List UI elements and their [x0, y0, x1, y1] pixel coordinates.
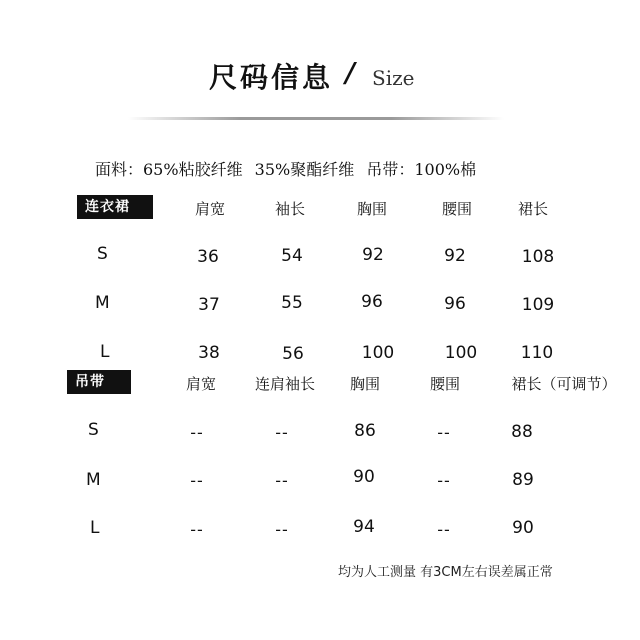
strap-row-s-shoulder: -- [190, 423, 204, 442]
strap-badge: 吊带 [67, 370, 131, 394]
strap-row-s-waist: -- [437, 423, 451, 442]
strap-row-s-sleeve: -- [275, 423, 289, 442]
strap-row-m-length: 89 [512, 470, 534, 490]
title-slash: / [345, 58, 355, 89]
dress-badge: 连衣裙 [77, 195, 153, 219]
page-subtitle: Size [372, 66, 415, 90]
dress-row-m-shoulder: 37 [198, 295, 220, 315]
strap-row-l-chest: 94 [353, 517, 375, 537]
material-fabric: 面料：65%粘胶纤维 [95, 160, 243, 179]
strap-row-s-size: S [88, 420, 99, 440]
dress-header-length: 裙长 [517, 200, 549, 218]
dress-row-s-size: S [97, 244, 108, 264]
dress-row-m-sleeve: 55 [281, 293, 303, 313]
title-divider [128, 117, 504, 120]
dress-row-s-waist: 92 [444, 246, 466, 266]
strap-row-s-length: 88 [511, 422, 533, 442]
dress-row-l-length: 110 [520, 343, 554, 363]
dress-header-waist: 腰围 [441, 200, 473, 218]
dress-row-s-length: 108 [521, 247, 555, 267]
material-line [95, 157, 483, 180]
strap-row-l-length: 90 [512, 518, 534, 538]
strap-row-m-size: M [86, 470, 101, 490]
strap-row-m-chest: 90 [353, 467, 375, 487]
strap-row-l-sleeve: -- [275, 520, 289, 539]
material-strap: 吊带：100%棉 [366, 160, 477, 179]
strap-row-s-chest: 86 [354, 421, 376, 441]
strap-row-l-shoulder: -- [190, 520, 204, 539]
dress-row-m-size: M [95, 293, 110, 313]
dress-row-m-length: 109 [521, 295, 555, 315]
dress-header-sleeve: 袖长 [274, 200, 306, 218]
strap-row-m-shoulder: -- [190, 471, 204, 490]
strap-row-m-waist: -- [437, 471, 451, 490]
strap-row-l-size: L [90, 518, 100, 538]
material-polyester: 35%聚酯纤维 [254, 160, 355, 179]
dress-row-l-size: L [100, 342, 110, 362]
strap-header-chest: 胸围 [349, 375, 381, 393]
dress-header-shoulder: 肩宽 [194, 200, 226, 218]
strap-header-shoulder: 肩宽 [185, 375, 217, 393]
dress-header-chest: 胸围 [356, 200, 388, 218]
strap-row-l-waist: -- [437, 520, 451, 539]
dress-row-l-sleeve: 56 [282, 344, 304, 364]
strap-header-length: 裙长（可调节） [511, 375, 617, 393]
dress-row-s-sleeve: 54 [281, 246, 303, 266]
dress-row-l-shoulder: 38 [198, 343, 220, 363]
dress-row-s-chest: 92 [362, 245, 384, 265]
strap-header-waist: 腰围 [429, 375, 461, 393]
page-title: 尺码信息 [209, 61, 334, 94]
dress-row-l-chest: 100 [361, 343, 395, 363]
strap-row-m-sleeve: -- [275, 471, 289, 490]
measurement-note: 均为人工测量 有3CM左右误差属正常 [338, 565, 553, 580]
strap-header-sleeve: 连肩袖长 [254, 375, 316, 393]
dress-row-l-waist: 100 [444, 343, 478, 363]
dress-row-m-waist: 96 [444, 294, 466, 314]
dress-row-m-chest: 96 [361, 292, 383, 312]
dress-row-s-shoulder: 36 [197, 247, 219, 267]
